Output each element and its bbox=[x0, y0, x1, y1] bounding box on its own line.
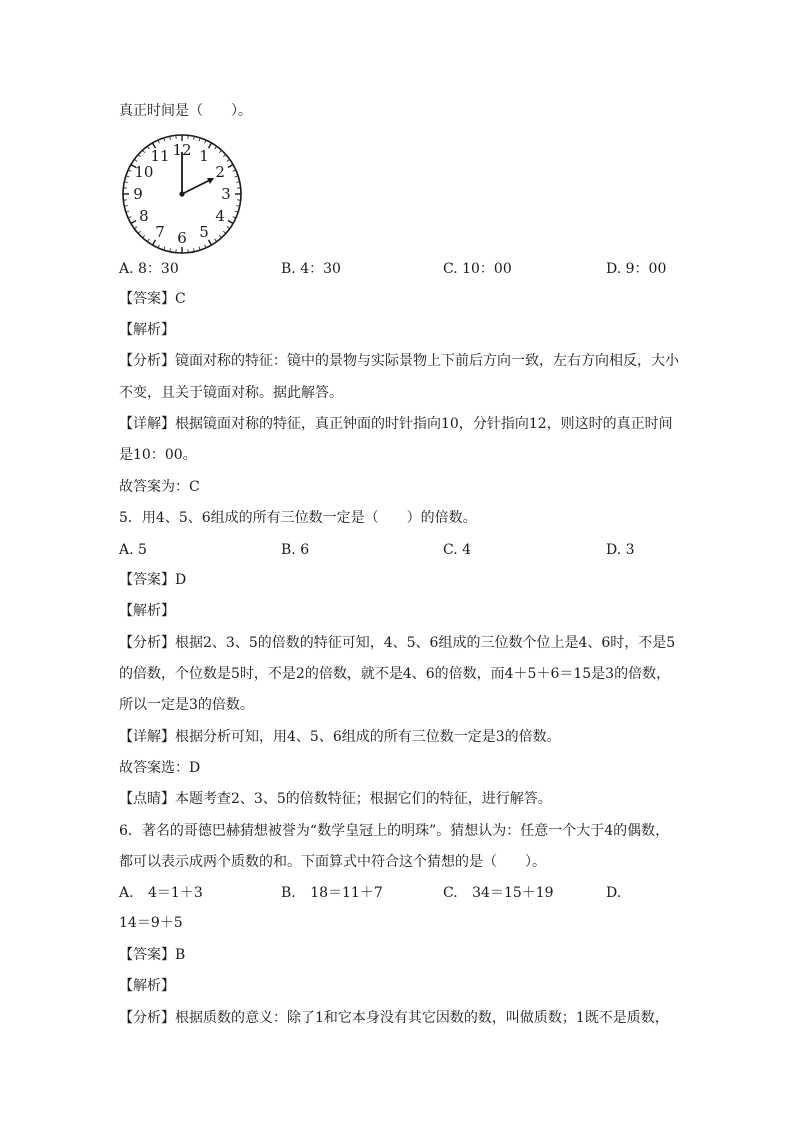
q4-option-d[interactable]: D. 9：00 bbox=[606, 261, 667, 277]
q5-option-a[interactable]: A. 5 bbox=[119, 542, 147, 558]
clock-tick bbox=[134, 159, 137, 161]
q5-option-d[interactable]: D. 3 bbox=[606, 542, 635, 558]
q5-detail: 【详解】根据分析可知，用4、5、6组成的所有三位数一定是3的倍数。 bbox=[119, 729, 561, 745]
clock-number: 6 bbox=[177, 229, 187, 247]
clock-tick bbox=[147, 146, 149, 149]
clock-tick bbox=[138, 155, 141, 157]
q6-option-a-label: A. bbox=[119, 885, 134, 901]
clock-tick bbox=[223, 155, 226, 157]
q4-answer: 【答案】C bbox=[119, 291, 186, 307]
q6-option-b-label: B. bbox=[281, 885, 296, 901]
q6-stem-line-1: 6．著名的哥德巴赫猜想被誉为“数学皇冠上的明珠”。猜想认为：任意一个大于4的偶数， bbox=[119, 823, 670, 839]
q6-jiexi-heading: 【解析】 bbox=[119, 978, 175, 994]
q5-final-answer: 故答案选：D bbox=[119, 760, 201, 776]
q5-analysis-line-3: 所以一定是3的倍数。 bbox=[119, 697, 254, 713]
clock-tick bbox=[143, 235, 145, 238]
q5-key-point: 【点睛】本题考查2、3、5的倍数特征；根据它们的特征，进行解答。 bbox=[119, 791, 552, 807]
clock-number: 12 bbox=[172, 141, 192, 159]
clock-number: 11 bbox=[150, 146, 170, 165]
q4-final-answer: 故答案为：C bbox=[119, 479, 200, 495]
clock-tick bbox=[219, 150, 221, 153]
q5-stem: 5．用4、5、6组成的所有三位数一定是（ ）的倍数。 bbox=[119, 510, 477, 526]
clock-tick bbox=[215, 146, 217, 149]
clock-center bbox=[179, 191, 184, 196]
clock-face bbox=[118, 130, 246, 258]
q4-option-a[interactable]: A. 8：30 bbox=[119, 261, 179, 277]
clock-tick bbox=[138, 231, 141, 233]
clock-tick bbox=[215, 239, 217, 242]
clock-number: 4 bbox=[215, 207, 225, 225]
clock-tick bbox=[209, 143, 212, 148]
q5-analysis-line-2: 的倍数，个位数是5时，不是2的倍数，就不是4、6的倍数，而4＋5＋6＝15是3的倍数， bbox=[119, 666, 671, 682]
clock-tick bbox=[134, 227, 137, 229]
clock-tick bbox=[228, 221, 233, 224]
q6-option-b[interactable] bbox=[281, 883, 383, 903]
clock-number: 1 bbox=[199, 146, 209, 165]
q4-detail-line-1: 【详解】根据镜面对称的特征，真正钟面的时针指向10，分针指向12，则这时的真正时间 bbox=[119, 416, 673, 432]
clock-number: 2 bbox=[215, 163, 225, 181]
q6-option-a[interactable] bbox=[119, 883, 203, 903]
q5-jiexi-heading: 【解析】 bbox=[119, 603, 175, 619]
clock-number: 7 bbox=[155, 223, 165, 242]
clock-tick bbox=[227, 159, 230, 161]
q4-option-b[interactable]: B. 4：30 bbox=[281, 261, 341, 277]
q6-stem-line-2: 都可以表示成两个质数的和。下面算式中符合这个猜想的是（ ）。 bbox=[119, 854, 546, 870]
q5-answer: 【答案】D bbox=[119, 572, 187, 588]
clock-number: 5 bbox=[199, 223, 209, 242]
clock-tick bbox=[147, 239, 149, 242]
clock-tick bbox=[227, 227, 230, 229]
q5-option-b[interactable]: B. 6 bbox=[281, 542, 310, 558]
clock-number: 8 bbox=[139, 207, 149, 225]
q6-option-a-expr: 4＝1＋3 bbox=[148, 885, 203, 901]
q6-option-c[interactable] bbox=[443, 883, 554, 903]
q4-option-c[interactable]: C. 10：00 bbox=[443, 261, 512, 277]
clock-tick bbox=[131, 221, 136, 224]
q6-answer: 【答案】B bbox=[119, 947, 186, 963]
clock-tick bbox=[228, 165, 233, 168]
q6-option-c-label: C. bbox=[443, 885, 458, 901]
q4-detail-line-2: 是10：00。 bbox=[119, 447, 197, 463]
q4-analysis-line-1: 【分析】镜面对称的特征：镜中的景物与实际景物上下前后方向一致，左右方向相反，大小 bbox=[119, 353, 679, 369]
q5-analysis-line-1: 【分析】根据2、3、5的倍数的特征可知，4、5、6组成的三位数个位上是4、6时，不是5 bbox=[119, 635, 676, 651]
q5-option-c[interactable]: C. 4 bbox=[443, 542, 472, 558]
clock-hour-hand bbox=[182, 179, 212, 194]
clock-tick bbox=[223, 231, 226, 233]
clock-number: 9 bbox=[133, 185, 143, 203]
q6-option-d-label: D. bbox=[606, 885, 622, 901]
q6-option-d-expr: 14＝9＋5 bbox=[119, 915, 183, 931]
q4-jiexi-heading: 【解析】 bbox=[119, 322, 175, 338]
q4-analysis-line-2: 不变，且关于镜面对称。据此解答。 bbox=[119, 385, 343, 401]
clock-number: 3 bbox=[221, 185, 231, 203]
q6-analysis-line-1: 【分析】根据质数的意义：除了1和它本身没有其它因数的数，叫做质数；1既不是质数， bbox=[119, 1010, 669, 1026]
clock-tick bbox=[209, 240, 212, 245]
clock-tick bbox=[219, 235, 221, 238]
clock-tick bbox=[143, 150, 145, 153]
q6-option-c-expr: 34＝15＋19 bbox=[472, 885, 554, 901]
q4-stem: 真正时间是（ ）。 bbox=[119, 103, 252, 119]
q6-option-b-expr: 18＝11＋7 bbox=[310, 885, 383, 901]
q6-option-d[interactable] bbox=[606, 883, 621, 903]
clock-number: 10 bbox=[134, 163, 154, 181]
